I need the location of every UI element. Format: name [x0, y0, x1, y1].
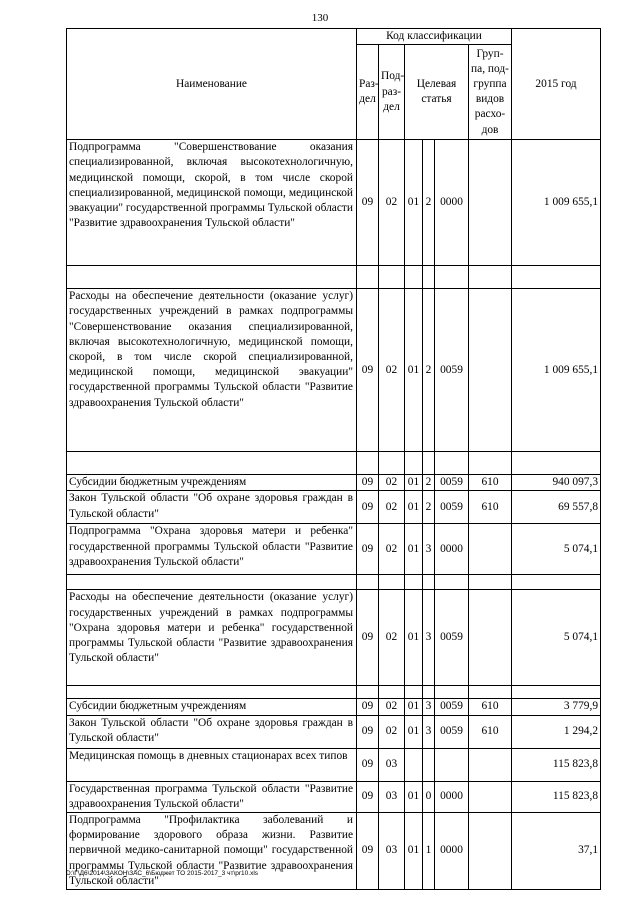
header-expense-group: Груп- па, под- группа видов расхо- дов — [469, 45, 512, 140]
spacer-cell — [423, 266, 435, 289]
spacer-cell — [423, 575, 435, 590]
subsection-cell: 02 — [379, 590, 405, 686]
section-cell: 09 — [357, 475, 379, 491]
target-article-subprogram-cell: 1 — [423, 813, 435, 890]
spacer-cell — [357, 575, 379, 590]
target-article-direction-cell: 0059 — [435, 491, 469, 524]
spacer-cell — [405, 686, 423, 699]
target-article-program-cell: 01 — [405, 524, 423, 575]
name-cell: Закон Тульской области "Об охране здоровья граждан в Тульской области" — [67, 715, 357, 748]
target-article-direction-cell: 0059 — [435, 475, 469, 491]
section-cell: 09 — [357, 781, 379, 812]
spacer-cell — [379, 452, 405, 475]
target-article-direction-cell: 0059 — [435, 289, 469, 452]
budget-table — [66, 28, 601, 890]
spacer-cell — [379, 686, 405, 699]
target-article-program-cell: 01 — [405, 781, 423, 812]
subsection-cell: 02 — [379, 699, 405, 715]
header-year: 2015 год — [512, 29, 601, 140]
subsection-cell: 03 — [379, 813, 405, 890]
subsection-cell: 02 — [379, 475, 405, 491]
spacer-cell — [67, 575, 357, 590]
target-article-subprogram-cell — [423, 748, 435, 781]
target-article-direction-cell: 0000 — [435, 140, 469, 266]
target-article-direction-cell: 0059 — [435, 715, 469, 748]
target-article-subprogram-cell: 2 — [423, 140, 435, 266]
target-article-subprogram-cell: 2 — [423, 475, 435, 491]
target-article-program-cell: 01 — [405, 813, 423, 890]
name-cell: Субсидии бюджетным учреждениям — [67, 475, 357, 491]
spacer-cell — [469, 452, 512, 475]
amount-cell: 115 823,8 — [512, 748, 601, 781]
subsection-cell: 02 — [379, 491, 405, 524]
target-article-direction-cell: 0059 — [435, 590, 469, 686]
section-cell: 09 — [357, 699, 379, 715]
target-article-program-cell: 01 — [405, 715, 423, 748]
expense-group-cell — [469, 524, 512, 575]
expense-group-cell: 610 — [469, 491, 512, 524]
subsection-cell: 02 — [379, 715, 405, 748]
table-row — [67, 748, 601, 781]
target-article-direction-cell: 0059 — [435, 699, 469, 715]
amount-cell: 1 009 655,1 — [512, 289, 601, 452]
name-cell: Субсидии бюджетным учреждениям — [67, 699, 357, 715]
header-row — [67, 29, 601, 45]
amount-cell: 37,1 — [512, 813, 601, 890]
page-number: 130 — [311, 12, 329, 24]
spacer-cell — [469, 266, 512, 289]
header-subsection: Под- раз- дел — [379, 45, 405, 140]
expense-group-cell: 610 — [469, 715, 512, 748]
amount-cell: 5 074,1 — [512, 524, 601, 575]
spacer-cell — [512, 686, 601, 699]
spacer-cell — [357, 266, 379, 289]
target-article-subprogram-cell: 3 — [423, 590, 435, 686]
spacer-cell — [379, 575, 405, 590]
section-cell: 09 — [357, 289, 379, 452]
table-row — [67, 491, 601, 524]
spacer-cell — [357, 452, 379, 475]
header-name: Наименование — [67, 29, 357, 140]
target-article-direction-cell: 0000 — [435, 524, 469, 575]
name-cell: Подпрограмма "Совершенствование оказания специализированной, включая высокотехнологичную, медицинской помощи, скорой, в том числе скорой специализированной, медицинской помощи, медицинской эвакуации" государственной программы Тульской области "Развитие здравоохранения Тульской области" — [67, 140, 357, 266]
target-article-program-cell: 01 — [405, 491, 423, 524]
amount-cell: 5 074,1 — [512, 590, 601, 686]
table-row — [67, 289, 601, 452]
spacer-cell — [435, 266, 469, 289]
spacer-cell — [67, 266, 357, 289]
expense-group-cell — [469, 781, 512, 812]
table-row — [67, 699, 601, 715]
table-row — [67, 781, 601, 812]
expense-group-cell: 610 — [469, 699, 512, 715]
spacer-cell — [512, 266, 601, 289]
target-article-subprogram-cell: 0 — [423, 781, 435, 812]
header-classification-code: Код классификации — [357, 29, 512, 45]
table-row — [67, 813, 601, 890]
section-cell: 09 — [357, 715, 379, 748]
amount-cell: 1 294,2 — [512, 715, 601, 748]
table-row — [67, 140, 601, 266]
expense-group-cell — [469, 289, 512, 452]
target-article-program-cell: 01 — [405, 475, 423, 491]
spacer-cell — [435, 686, 469, 699]
expense-group-cell — [469, 590, 512, 686]
subsection-cell: 02 — [379, 524, 405, 575]
target-article-program-cell: 01 — [405, 590, 423, 686]
section-cell: 09 — [357, 590, 379, 686]
name-cell: Государственная программа Тульской области "Развитие здравоохранения Тульской области" — [67, 781, 357, 812]
spacer-cell — [67, 452, 357, 475]
spacer-cell — [512, 575, 601, 590]
name-cell: Подпрограмма "Охрана здоровья матери и ребенка" государственной программы Тульской области "Развитие здравоохранения Тульской области" — [67, 524, 357, 575]
subsection-cell: 02 — [379, 140, 405, 266]
table-row — [67, 715, 601, 748]
spacer-cell — [357, 686, 379, 699]
target-article-subprogram-cell: 2 — [423, 491, 435, 524]
subsection-cell: 03 — [379, 748, 405, 781]
target-article-program-cell: 01 — [405, 289, 423, 452]
name-cell: Подпрограмма "Профилактика заболеваний и формирование здорового образа жизни. Развитие первичной медико-санитарной помощи" государственной программы Тульской области "Развитие здравоохранения Тульской области" — [67, 813, 357, 890]
section-cell: 09 — [357, 491, 379, 524]
spacer-cell — [67, 686, 357, 699]
target-article-program-cell: 01 — [405, 140, 423, 266]
expense-group-cell — [469, 748, 512, 781]
row-spacer — [67, 452, 601, 475]
section-cell: 09 — [357, 813, 379, 890]
row-spacer — [67, 686, 601, 699]
table-row — [67, 524, 601, 575]
target-article-subprogram-cell: 3 — [423, 715, 435, 748]
table-row — [67, 475, 601, 491]
section-cell: 09 — [357, 140, 379, 266]
spacer-cell — [423, 452, 435, 475]
subsection-cell: 03 — [379, 781, 405, 812]
spacer-cell — [405, 266, 423, 289]
subsection-cell: 02 — [379, 289, 405, 452]
amount-cell: 69 557,8 — [512, 491, 601, 524]
name-cell: Медицинская помощь в дневных стационарах всех типов — [67, 748, 357, 781]
spacer-cell — [469, 686, 512, 699]
amount-cell: 1 009 655,1 — [512, 140, 601, 266]
header-section: Раз- дел — [357, 45, 379, 140]
spacer-cell — [423, 686, 435, 699]
target-article-subprogram-cell: 2 — [423, 289, 435, 452]
name-cell: Закон Тульской области "Об охране здоровья граждан в Тульской области" — [67, 491, 357, 524]
expense-group-cell: 610 — [469, 475, 512, 491]
section-cell: 09 — [357, 524, 379, 575]
target-article-subprogram-cell: 3 — [423, 699, 435, 715]
target-article-direction-cell — [435, 748, 469, 781]
spacer-cell — [405, 452, 423, 475]
target-article-program-cell — [405, 748, 423, 781]
expense-group-cell — [469, 140, 512, 266]
section-cell: 09 — [357, 748, 379, 781]
target-article-program-cell: 01 — [405, 699, 423, 715]
spacer-cell — [512, 452, 601, 475]
spacer-cell — [405, 575, 423, 590]
expense-group-cell — [469, 813, 512, 890]
target-article-subprogram-cell: 3 — [423, 524, 435, 575]
target-article-direction-cell: 0000 — [435, 781, 469, 812]
amount-cell: 940 097,3 — [512, 475, 601, 491]
spacer-cell — [469, 575, 512, 590]
amount-cell: 115 823,8 — [512, 781, 601, 812]
spacer-cell — [379, 266, 405, 289]
name-cell: Расходы на обеспечение деятельности (оказание услуг) государственных учреждений в рамках подпрограммы "Охрана здоровья матери и ребенка" государственной программы Тульской области "Развитие здравоохранения Тульской области" — [67, 590, 357, 686]
name-cell: Расходы на обеспечение деятельности (оказание услуг) государственных учреждений в рамках подпрограммы "Совершенствование оказания специализированной, включая высокотехнологичную, медицинской помощи, скорой, в том числе скорой специализированной, медицинской помощи, медицинской эвакуации" государственной программы Тульской области "Развитие здравоохранения Тульской области" — [67, 289, 357, 452]
table-row — [67, 590, 601, 686]
spacer-cell — [435, 452, 469, 475]
amount-cell: 3 779,9 — [512, 699, 601, 715]
spacer-cell — [435, 575, 469, 590]
footer-file-path: D:\Г\Д6\2014\ЗАКОН\ЗАС_6\Бюджет ТО 2015-2017_3 чт\pr10.xls — [66, 870, 259, 877]
header-target-article: Целевая статья — [405, 45, 469, 140]
target-article-direction-cell: 0000 — [435, 813, 469, 890]
row-spacer — [67, 575, 601, 590]
row-spacer — [67, 266, 601, 289]
